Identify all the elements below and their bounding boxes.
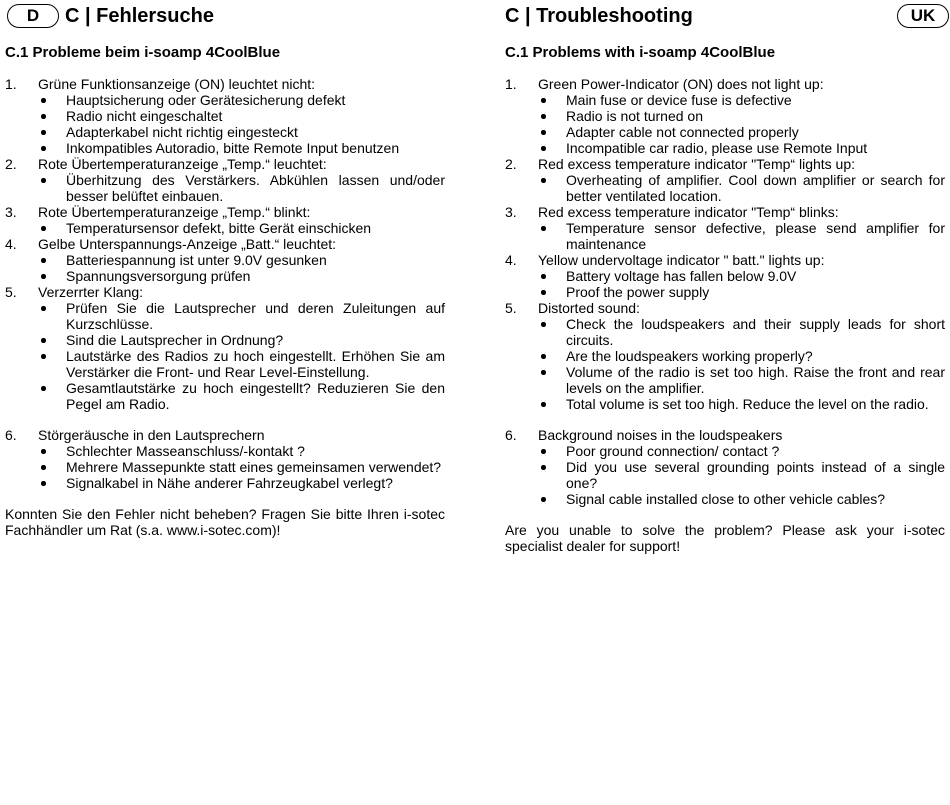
- bullet-item: Volume of the radio is set too high. Raise the front and rear levels on the amplifier.: [505, 364, 945, 396]
- bullet-item: Radio nicht eingeschaltet: [5, 108, 445, 124]
- bullet-item: Adapter cable not connected properly: [505, 124, 945, 140]
- bullet-item: Spannungsversorgung prüfen: [5, 268, 445, 284]
- language-badge-de: D: [7, 4, 59, 28]
- item-number: 6.: [5, 427, 17, 443]
- bullet-item: Temperatursensor defekt, bitte Gerät einschicken: [5, 220, 445, 236]
- german-header: [5, 0, 445, 34]
- spacer: [505, 412, 945, 427]
- bullet-item: Sind die Lautsprecher in Ordnung?: [5, 332, 445, 348]
- item-number: 5.: [505, 300, 517, 316]
- bullet-item: Did you use several grounding points instead of a single one?: [505, 459, 945, 491]
- item-text: Red excess temperature indicator "Temp“ blinks:: [538, 204, 839, 220]
- bullet-list: [505, 172, 945, 204]
- item-number: 2.: [5, 156, 17, 172]
- bullet-list: [5, 172, 445, 204]
- bullet-item: Poor ground connection/ contact ?: [505, 443, 945, 459]
- german-column: [5, 0, 445, 538]
- bullet-list: [505, 268, 945, 300]
- english-header: [505, 0, 945, 34]
- item-number: 4.: [5, 236, 17, 252]
- page-title-de: C | Fehlersuche: [65, 5, 214, 27]
- bullet-item: Mehrere Massepunkte statt eines gemeinsamen verwendet?: [5, 459, 445, 475]
- bullet-list: [505, 220, 945, 252]
- item-text: Background noises in the loudspeakers: [538, 427, 783, 443]
- bullet-item: Temperature sensor defective, please send amplifier for maintenance: [505, 220, 945, 252]
- closing-note: Konnten Sie den Fehler nicht beheben? Fragen Sie bitte Ihren i-sotec Fachhändler um Rat (s.a. www.i-sotec.com)!: [5, 506, 445, 538]
- item-number: 1.: [5, 76, 17, 92]
- list-item: [505, 76, 945, 92]
- item-text: Grüne Funktionsanzeige (ON) leuchtet nicht:: [38, 76, 316, 92]
- item-number: 3.: [5, 204, 17, 220]
- list-item: [5, 204, 445, 220]
- bullet-item: Signalkabel in Nähe anderer Fahrzeugkabel verlegt?: [5, 475, 445, 491]
- item-text: Red excess temperature indicator "Temp“ lights up:: [538, 156, 856, 172]
- list-item: [505, 300, 945, 316]
- page-title-en: C | Troubleshooting: [505, 5, 693, 27]
- item-number: 4.: [505, 252, 517, 268]
- bullet-item: Total volume is set too high. Reduce the level on the radio.: [505, 396, 945, 412]
- item-text: Yellow undervoltage indicator " batt." lights up:: [538, 252, 825, 268]
- bullet-list: [5, 220, 445, 236]
- item-number: 1.: [505, 76, 517, 92]
- bullet-list: [5, 92, 445, 156]
- item-text: Störgeräusche in den Lautsprechern: [38, 427, 265, 443]
- list-item: [5, 156, 445, 172]
- bullet-item: Hauptsicherung oder Gerätesicherung defekt: [5, 92, 445, 108]
- bullet-list: [5, 443, 445, 491]
- section-heading-de: C.1 Probleme beim i-soamp 4CoolBlue: [5, 44, 281, 61]
- section-heading-en: C.1 Problems with i-soamp 4CoolBlue: [505, 44, 776, 61]
- bullet-item: Main fuse or device fuse is defective: [505, 92, 945, 108]
- item-text: Gelbe Unterspannungs-Anzeige „Batt.“ leuchtet:: [38, 236, 337, 252]
- bullet-list: [5, 300, 445, 412]
- bullet-item: Prüfen Sie die Lautsprecher und deren Zuleitungen auf Kurzschlüsse.: [5, 300, 445, 332]
- bullet-list: [505, 443, 945, 507]
- bullet-item: Lautstärke des Radios zu hoch eingestellt. Erhöhen Sie am Verstärker die Front- und Rear Level-Einstellung.: [5, 348, 445, 380]
- list-item: [5, 284, 445, 300]
- list-item: [5, 427, 445, 443]
- bullet-item: Battery voltage has fallen below 9.0V: [505, 268, 945, 284]
- list-item: [5, 76, 445, 92]
- list-item: [5, 236, 445, 252]
- bullet-item: Overheating of amplifier. Cool down amplifier or search for better ventilated location.: [505, 172, 945, 204]
- bullet-item: Schlechter Masseanschluss/-kontakt ?: [5, 443, 445, 459]
- bullet-item: Adapterkabel nicht richtig eingesteckt: [5, 124, 445, 140]
- bullet-item: Gesamtlautstärke zu hoch eingestellt? Reduzieren Sie den Pegel am Radio.: [5, 380, 445, 412]
- bullet-item: Batteriespannung ist unter 9.0V gesunken: [5, 252, 445, 268]
- item-text: Rote Übertemperaturanzeige „Temp.“ leuchtet:: [38, 156, 327, 172]
- bullet-item: Are the loudspeakers working properly?: [505, 348, 945, 364]
- bullet-item: Überhitzung des Verstärkers. Abkühlen lassen und/oder besser belüftet einbauen.: [5, 172, 445, 204]
- item-number: 2.: [505, 156, 517, 172]
- item-number: 6.: [505, 427, 517, 443]
- list-item: [505, 204, 945, 220]
- item-text: Distorted sound:: [538, 300, 640, 316]
- list-item: [505, 156, 945, 172]
- bullet-item: Check the loudspeakers and their supply leads for short circuits.: [505, 316, 945, 348]
- bullet-item: Incompatible car radio, please use Remote Input: [505, 140, 945, 156]
- troubleshooting-list-de: [5, 76, 445, 538]
- bullet-list: [505, 92, 945, 156]
- item-text: Rote Übertemperaturanzeige „Temp.“ blinkt:: [38, 204, 311, 220]
- list-item: [505, 252, 945, 268]
- list-item: [505, 427, 945, 443]
- spacer: [5, 412, 445, 427]
- bullet-list: [505, 316, 945, 412]
- closing-note: Are you unable to solve the problem? Please ask your i-sotec specialist dealer for support!: [505, 522, 945, 554]
- item-text: Verzerrter Klang:: [38, 284, 144, 300]
- bullet-item: Radio is not turned on: [505, 108, 945, 124]
- bullet-item: Proof the power supply: [505, 284, 945, 300]
- bullet-list: [5, 252, 445, 284]
- item-number: 5.: [5, 284, 17, 300]
- bullet-item: Signal cable installed close to other vehicle cables?: [505, 491, 945, 507]
- bullet-item: Inkompatibles Autoradio, bitte Remote Input benutzen: [5, 140, 445, 156]
- troubleshooting-list-en: [505, 76, 945, 554]
- item-number: 3.: [505, 204, 517, 220]
- item-text: Green Power-Indicator (ON) does not light up:: [538, 76, 824, 92]
- language-badge-uk: UK: [897, 4, 949, 28]
- english-column: [505, 0, 945, 554]
